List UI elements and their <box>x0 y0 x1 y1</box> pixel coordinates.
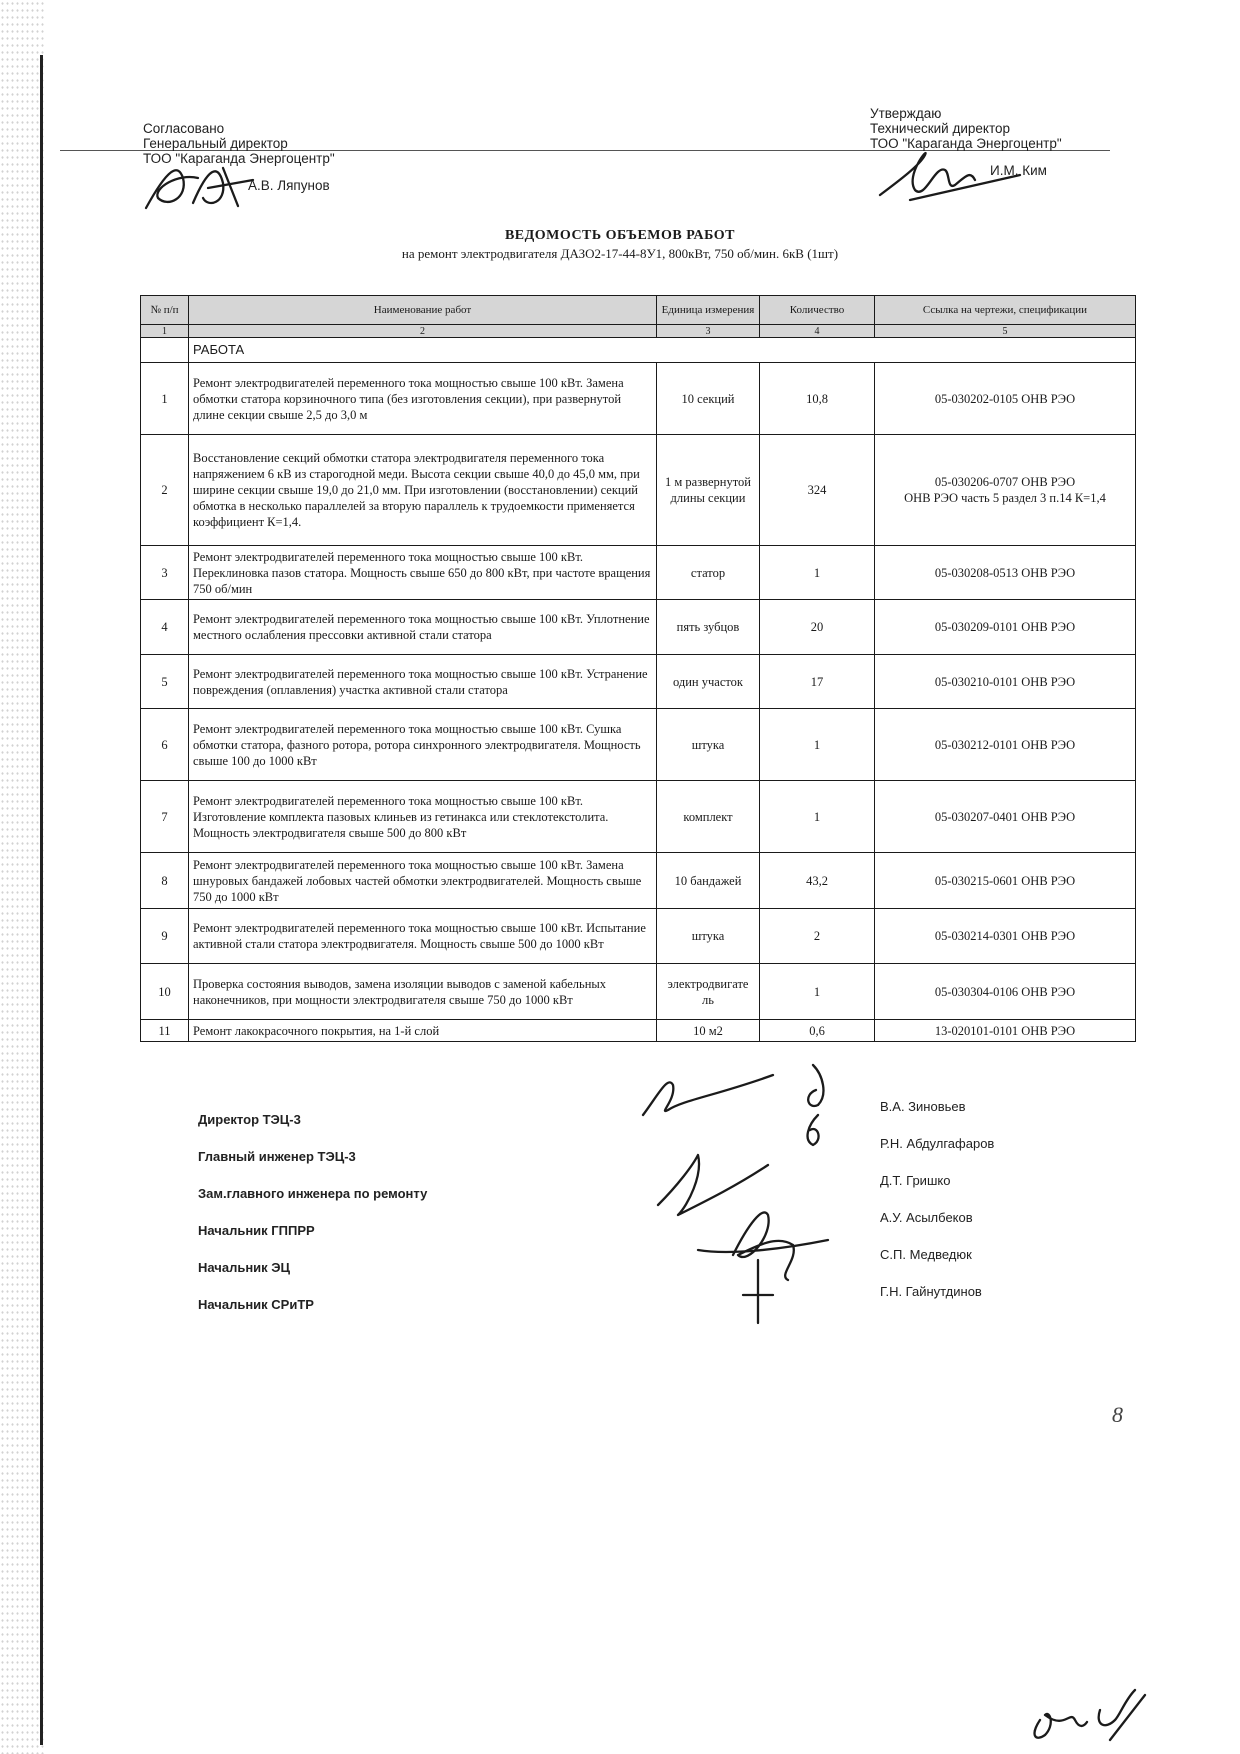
signatory-names <box>880 1099 994 1321</box>
column-number: 3 <box>657 325 760 338</box>
approval-left-name: А.В. Ляпунов <box>248 178 330 193</box>
cell-name: Восстановление секций обмотки статора электродвигателя переменного тока напряжением 6 кВ из старогодной меди. Высота секции свыше 40,0 до 45,0 мм, при ширине секции свыше 19,0 до 21,0 мм. При изготовлении (восстановлении) секций обмотка в несколько параллелей за вторую параллель к трудоемкости применяется коэффициент К=1,4. <box>189 435 657 546</box>
cell-ref <box>875 655 1136 709</box>
cell-name: Ремонт электродвигателей переменного тока мощностью свыше 100 кВт. Замена обмотки статора корзиночного типа (без изготовления секции), при развернутой длине секции свыше 2,5 до 3,0 м <box>189 363 657 435</box>
header-unit: Единица измерения <box>657 296 760 325</box>
signatory-name: В.А. Зиновьев <box>880 1099 966 1114</box>
signatory-title: Зам.главного инженера по ремонту <box>198 1186 428 1201</box>
cell-unit: один участок <box>657 655 760 709</box>
cell-name: Ремонт электродвигателей переменного тока мощностью свыше 100 кВт. Замена шнуровых бандажей лобовых частей обмотки электродвигателей. Мощность свыше 750 до 1000 кВт <box>189 853 657 909</box>
cell-ref-line: 05-030208-0513 ОНВ РЭО <box>934 565 1076 580</box>
table-row <box>141 909 1136 964</box>
cell-ref <box>875 546 1136 600</box>
cell-name: Ремонт электродвигателей переменного тока мощностью свыше 100 кВт. Испытание активной стали статора электродвигателя. Мощность свыше 500 до 1000 кВт <box>189 909 657 964</box>
cell-qty: 0,6 <box>760 1020 875 1042</box>
cell-unit: пять зубцов <box>657 600 760 655</box>
cell-ref <box>875 435 1136 546</box>
cell-ref-line-2: ОНВ РЭО часть 5 раздел 3 п.14 К=1,4 <box>904 491 1106 505</box>
cell-name: Ремонт электродвигателей переменного тока мощностью свыше 100 кВт. Сушка обмотки статора, фазного ротора, ротора синхронного электродвигателя. Мощность свыше 100 до 1000 кВт <box>189 709 657 781</box>
signatory-name: А.У. Асылбеков <box>880 1210 973 1225</box>
approval-right-name: И.М. Ким <box>990 163 1047 178</box>
cell-unit: штука <box>657 709 760 781</box>
cell-unit: 10 м2 <box>657 1020 760 1042</box>
cell-qty: 2 <box>760 909 875 964</box>
approval-left-position: Генеральный директор <box>143 136 288 151</box>
cell-qty: 10,8 <box>760 363 875 435</box>
document-subtitle: на ремонт электродвигателя ДАЗО2-17-44-8У1, 800кВт, 750 об/мин. 6кВ (1шт) <box>401 246 839 261</box>
cell-name: Ремонт электродвигателей переменного тока мощностью свыше 100 кВт. Уплотнение местного ослабления прессовки активной стали статора <box>189 600 657 655</box>
header-qty: Количество <box>760 296 875 325</box>
column-number: 2 <box>189 325 657 338</box>
column-number: 1 <box>141 325 189 338</box>
cell-qty: 43,2 <box>760 853 875 909</box>
cell-num: 6 <box>141 709 189 781</box>
signatory-title: Начальник ЭЦ <box>198 1260 291 1275</box>
scan-edge-noise <box>0 0 44 1754</box>
cell-num: 2 <box>141 435 189 546</box>
approval-left-label: Согласовано <box>143 121 225 136</box>
section-row <box>141 338 1136 363</box>
cell-ref-line: 05-030207-0401 ОНВ РЭО <box>934 809 1076 824</box>
cell-unit: статор <box>657 546 760 600</box>
cell-ref <box>875 853 1136 909</box>
signatory-title: Директор ТЭЦ-3 <box>198 1112 301 1127</box>
cell-num: 3 <box>141 546 189 600</box>
cell-ref-line: 05-030212-0101 ОНВ РЭО <box>934 737 1076 752</box>
approval-left-company: ТОО "Караганда Энергоцентр" <box>143 151 335 166</box>
cell-num: 9 <box>141 909 189 964</box>
table-row <box>141 600 1136 655</box>
approval-right-company: ТОО "Караганда Энергоцентр" <box>870 136 1062 151</box>
cell-qty: 324 <box>760 435 875 546</box>
cell-ref <box>875 781 1136 853</box>
approval-right-label: Утверждаю <box>870 106 942 121</box>
cell-ref <box>875 363 1136 435</box>
cell-name: Проверка состояния выводов, замена изоляции выводов с заменой кабельных наконечников, при мощности электродвигателя свыше 750 до 1000 кВт <box>189 964 657 1020</box>
table-row <box>141 853 1136 909</box>
cell-qty: 17 <box>760 655 875 709</box>
table-row <box>141 709 1136 781</box>
cell-qty: 1 <box>760 709 875 781</box>
cell-unit: штука <box>657 909 760 964</box>
table-row <box>141 964 1136 1020</box>
signature-right <box>875 145 1025 210</box>
table-row <box>141 781 1136 853</box>
signatory-title: Начальник СРиТР <box>198 1297 314 1312</box>
column-number: 4 <box>760 325 875 338</box>
cell-unit: 10 секций <box>657 363 760 435</box>
section-label: РАБОТА <box>189 338 1136 363</box>
column-number-row <box>141 325 1136 338</box>
cell-ref <box>875 709 1136 781</box>
signature-left <box>138 158 258 216</box>
signatory-title: Главный инженер ТЭЦ-3 <box>198 1149 356 1164</box>
cell-num: 10 <box>141 964 189 1020</box>
works-table <box>140 295 1136 1042</box>
table-row <box>141 363 1136 435</box>
table-header-row <box>141 296 1136 325</box>
cell-name: Ремонт электродвигателей переменного тока мощностью свыше 100 кВт. Изготовление комплекта пазовых клиньев из гетинакса или стеклотекстолита. Мощность электродвигателя свыше 500 до 800 кВт <box>189 781 657 853</box>
signature-cluster <box>638 1055 858 1325</box>
cell-ref-line: 13-020101-0101 ОНВ РЭО <box>934 1023 1076 1038</box>
cell-num: 7 <box>141 781 189 853</box>
cell-ref-line: 05-030209-0101 ОНВ РЭО <box>934 620 1076 634</box>
signature-bottom <box>1025 1680 1155 1745</box>
cell-ref-line: 05-030304-0106 ОНВ РЭО <box>934 984 1076 999</box>
signatory-titles <box>198 1112 427 1334</box>
cell-num: 8 <box>141 853 189 909</box>
cell-qty: 1 <box>760 781 875 853</box>
cell-num: 1 <box>141 363 189 435</box>
cell-ref <box>875 909 1136 964</box>
approval-right-position: Технический директор <box>870 121 1011 136</box>
page-mark: 8 <box>1112 1402 1123 1427</box>
header-name: Наименование работ <box>189 296 657 325</box>
cell-ref-line: 05-030202-0105 ОНВ РЭО <box>934 391 1076 406</box>
cell-name: Ремонт электродвигателей переменного тока мощностью свыше 100 кВт. Устранение повреждения (оплавления) участка активной стали статора <box>189 655 657 709</box>
cell-name: Ремонт электродвигателей переменного тока мощностью свыше 100 кВт. Переклиновка пазов статора. Мощность свыше 650 до 800 кВт, при частоте вращения 750 об/мин <box>189 546 657 600</box>
document-title: ВЕДОМОСТЬ ОБЪЕМОВ РАБОТ <box>504 228 736 243</box>
cell-num: 11 <box>141 1020 189 1042</box>
binder-line <box>40 55 43 1745</box>
signatory-name: Г.Н. Гайнутдинов <box>880 1284 982 1299</box>
cell-unit: комплект <box>657 781 760 853</box>
table-row <box>141 655 1136 709</box>
cell-qty: 20 <box>760 600 875 655</box>
cell-ref <box>875 964 1136 1020</box>
cell-ref <box>875 600 1136 655</box>
signatory-name: С.П. Медведюк <box>880 1247 972 1262</box>
cell-name: Ремонт лакокрасочного покрытия, на 1-й слой <box>189 1020 657 1042</box>
cell-qty: 1 <box>760 546 875 600</box>
cell-unit: электродвигате ль <box>657 964 760 1020</box>
cell-qty: 1 <box>760 964 875 1020</box>
table-row <box>141 546 1136 600</box>
table-row <box>141 435 1136 546</box>
signatory-title: Начальник ГППРР <box>198 1223 315 1238</box>
cell-num: 4 <box>141 600 189 655</box>
signatory-name: Р.Н. Абдулгафаров <box>880 1136 995 1151</box>
header-ref: Ссылка на чертежи, спецификации <box>875 296 1136 325</box>
cell-unit: 1 м развернутой длины секции <box>657 435 760 546</box>
cell-unit: 10 бандажей <box>657 853 760 909</box>
cell-ref <box>875 1020 1136 1042</box>
header-num: № п/п <box>141 296 189 325</box>
cell-ref-line: 05-030210-0101 ОНВ РЭО <box>934 674 1076 689</box>
cell-ref-line: 05-030215-0601 ОНВ РЭО <box>934 873 1076 888</box>
cell-ref-line: 05-030214-0301 ОНВ РЭО <box>934 929 1076 943</box>
signatory-name: Д.Т. Гришко <box>880 1173 951 1188</box>
column-number: 5 <box>875 325 1136 338</box>
table-row <box>141 1020 1136 1042</box>
cell-num: 5 <box>141 655 189 709</box>
cell-ref-line: 05-030206-0707 ОНВ РЭО <box>934 475 1076 489</box>
